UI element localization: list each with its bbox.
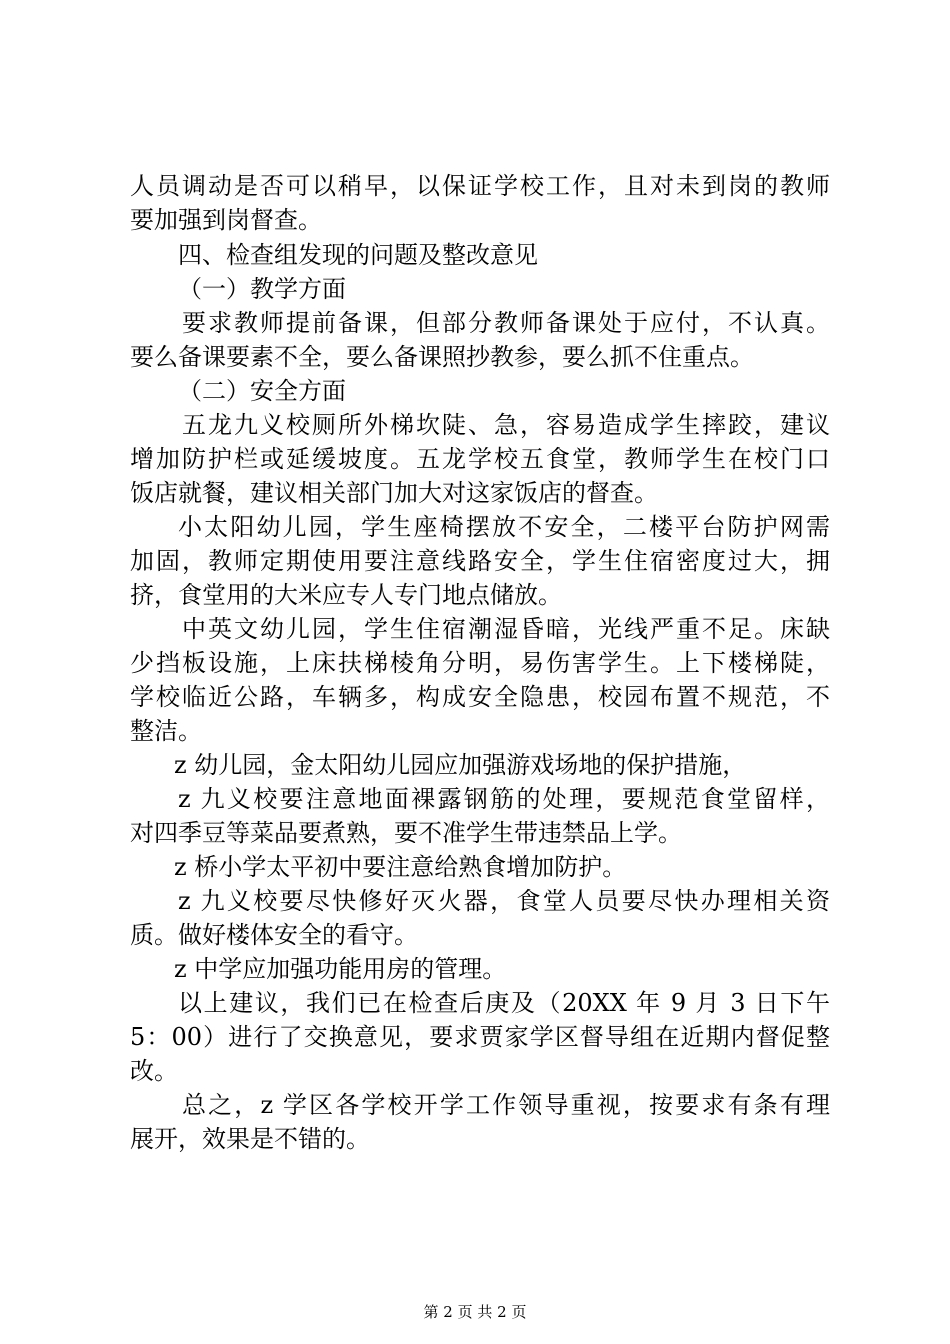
- text-line: 学校临近公路，车辆多，构成安全隐患，校园布置不规范，不: [130, 683, 830, 711]
- text-line: 总之，z 学区各学校开学工作领导重视，按要求有条有理: [182, 1091, 830, 1119]
- text-line: 小太阳幼儿园，学生座椅摆放不安全，二楼平台防护网需: [178, 513, 830, 541]
- text-line: 要求教师提前备课，但部分教师备课处于应付，不认真。: [182, 309, 830, 337]
- text-line: 改。: [130, 1057, 178, 1085]
- text-line: 少挡板设施，上床扶梯棱角分明，易伤害学生。上下楼梯陡，: [130, 649, 830, 677]
- text-line: 要么备课要素不全，要么备课照抄教参，要么抓不住重点。: [130, 343, 754, 371]
- text-line: 挤，食堂用的大米应专人专门地点储放。: [130, 581, 562, 609]
- text-line: z 九义校要注意地面裸露钢筋的处理，要规范食堂留样，: [178, 785, 830, 813]
- text-line: z 幼儿园，金太阳幼儿园应加强游戏场地的保护措施，: [174, 751, 747, 779]
- text-line: 要加强到岗督查。: [130, 206, 322, 234]
- text-line: z 中学应加强功能用房的管理。: [174, 955, 507, 983]
- text-line: 展开，效果是不错的。: [130, 1125, 370, 1153]
- text-line: （二）安全方面: [178, 377, 346, 405]
- text-line: 饭店就餐，建议相关部门加大对这家饭店的督查。: [130, 479, 658, 507]
- text-line: 对四季豆等菜品要煮熟，要不准学生带违禁品上学。: [130, 819, 682, 847]
- text-line: 增加防护栏或延缓坡度。五龙学校五食堂，教师学生在校门口: [130, 445, 830, 473]
- text-line: 整洁。: [130, 717, 202, 745]
- page-number-footer: 第 2 页 共 2 页: [423, 1303, 527, 1321]
- text-line: 加固，教师定期使用要注意线路安全，学生住宿密度过大，拥: [130, 547, 830, 575]
- text-line: z 桥小学太平初中要注意给熟食增加防护。: [174, 853, 627, 881]
- text-line: 以上建议，我们已在检查后庚及（20XX 年 9 月 3 日下午: [178, 989, 830, 1017]
- text-line: （一）教学方面: [178, 275, 346, 303]
- text-line: 五龙九义校厕所外梯坎陡、急，容易造成学生摔跤，建议: [182, 411, 830, 439]
- text-line: 质。做好楼体安全的看守。: [130, 921, 418, 949]
- text-line: 中英文幼儿园，学生住宿潮湿昏暗，光线严重不足。床缺: [182, 615, 830, 643]
- text-line: z 九义校要尽快修好灭火器，食堂人员要尽快办理相关资: [178, 887, 830, 915]
- text-line: 5：00）进行了交换意见，要求贾家学区督导组在近期内督促整: [130, 1023, 830, 1051]
- text-line: 四、检查组发现的问题及整改意见: [178, 241, 538, 269]
- text-line: 人员调动是否可以稍早，以保证学校工作，且对未到岗的教师: [130, 172, 830, 200]
